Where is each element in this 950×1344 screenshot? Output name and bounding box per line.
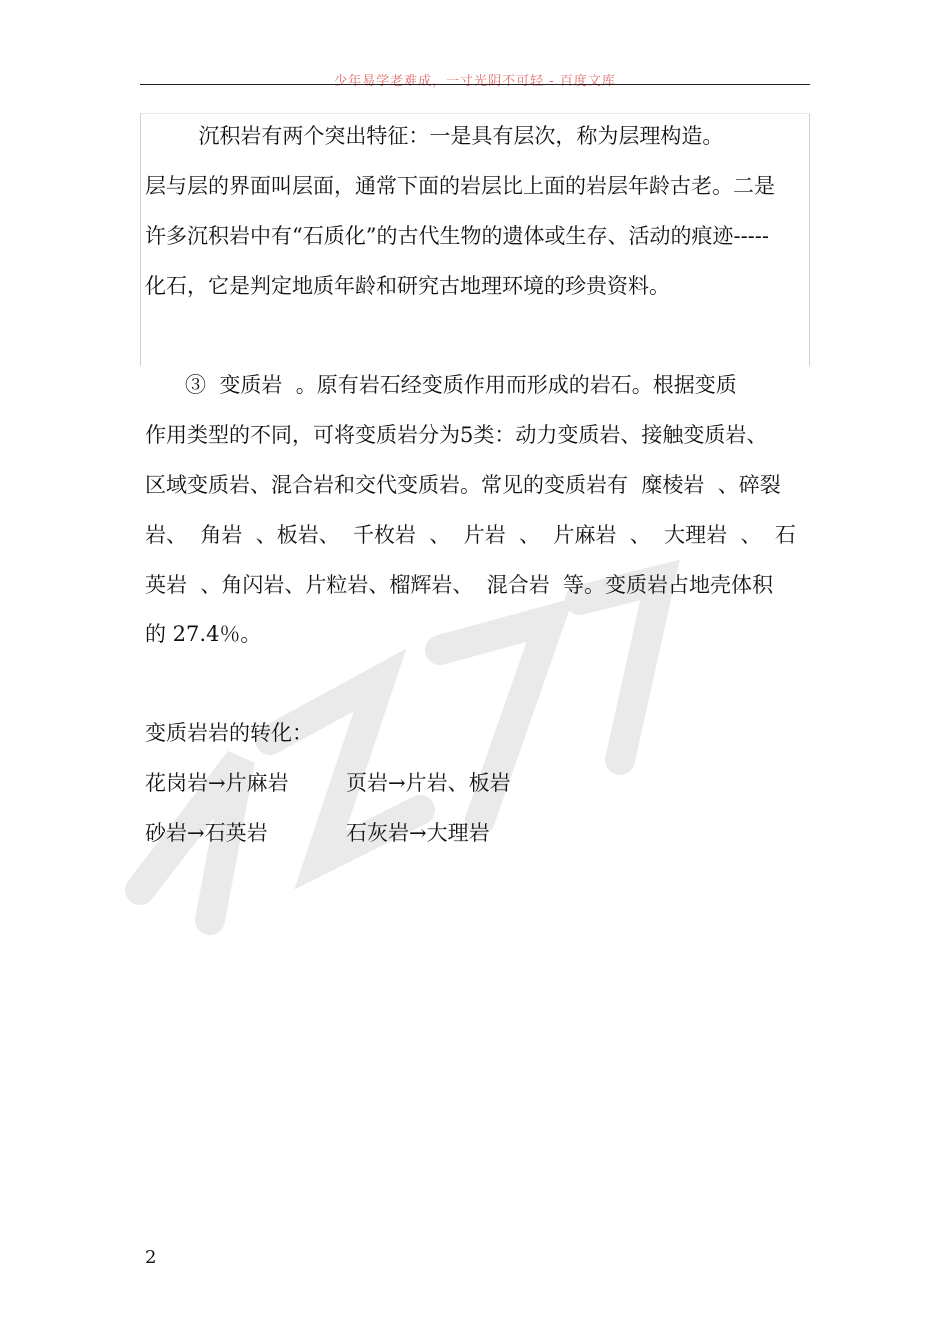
transformation-heading: 变质岩岩的转化： [145,721,313,745]
paragraph2-line: ③ 变质岩 。原有岩石经变质作用而形成的岩石。根据变质 [145,373,737,397]
paragraph2-line: 区域变质岩、混合岩和交代变质岩。常见的变质岩有 糜棱岩 、碎裂 [145,473,781,497]
transformation-left: 砂岩→石英岩 [145,821,268,845]
header-rule [140,84,810,85]
paragraph2-line: 英岩 、角闪岩、片粒岩、榴辉岩、 混合岩 等。变质岩占地壳体积 [145,573,774,597]
transformation-left: 花岗岩→片麻岩 [145,771,289,795]
paragraph1-line: 许多沉积岩中有“石质化”的古代生物的遗体或生存、活动的痕迹----- [145,224,769,248]
paragraph2-line: 岩、 角岩 、板岩、 千枚岩 、 片岩 、 片麻岩 、 大理岩 、 石 [145,523,796,547]
paragraph2-line: 作用类型的不同，可将变质岩分为5类：动力变质岩、接触变质岩、 [145,423,768,447]
watermark-graphic [120,560,680,940]
paragraph2-line: 的 27.4％。 [145,622,262,646]
transformation-right: 页岩→片岩、板岩 [346,771,511,795]
paragraph1-line: 沉积岩有两个突出特征：一是具有层次，称为层理构造。 [145,124,724,148]
paragraph1-line: 化石，它是判定地质年龄和研究古地理环境的珍贵资料。 [145,274,670,298]
header-motto: 少年易学老难成，一寸光阴不可轻 - 百度文库 [334,74,616,89]
transformation-right: 石灰岩→大理岩 [346,821,490,845]
paragraph1-line: 层与层的界面叫层面，通常下面的岩层比上面的岩层年龄古老。二是 [145,174,775,198]
page-number: 2 [145,1247,157,1268]
